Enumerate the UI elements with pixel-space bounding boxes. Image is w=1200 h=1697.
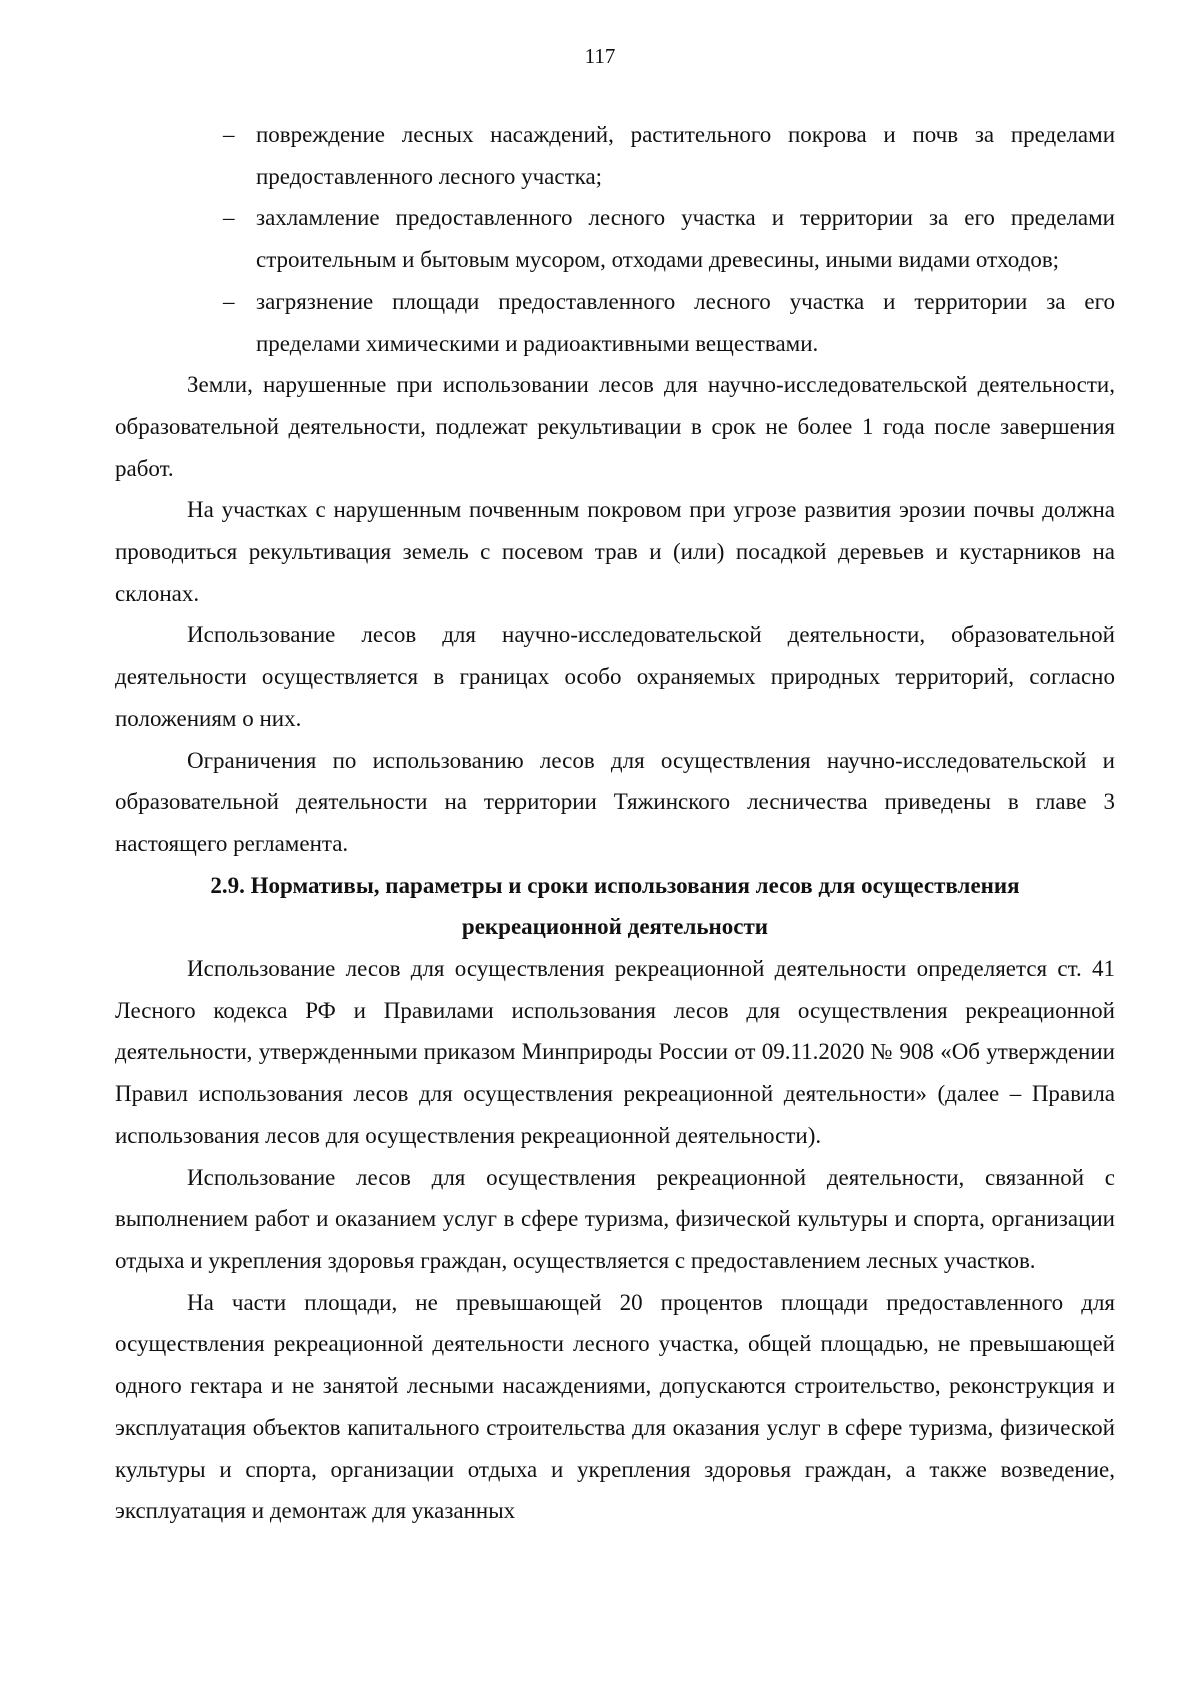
bullet-dash: – <box>223 288 235 314</box>
document-body <box>115 114 1115 1532</box>
bullet-text: загрязнение площади предоставленного лесного участка и территории за его пределами химическими и радиоактивными веществами. <box>256 288 1115 356</box>
bullet-text: захламление предоставленного лесного участка и территории за его пределами строительным и бытовым мусором, отходами древесины, иными видами отходов; <box>256 205 1115 273</box>
paragraph: Использование лесов для научно-исследовательской деятельности, образовательной деятельности осуществляется в границах особо охраняемых природных территорий, согласно положениям о них. <box>115 622 1115 731</box>
paragraph: На части площади, не превышающей 20 процентов площади предоставленного для осуществления рекреационной деятельности лесного участка, общей площадью, не превышающей одного гектара и не занятой лесными насаждениями, допускаются строительство, реконструкция и эксплуатация объектов капитального строительства для оказания услуг в сфере туризма, физической культуры и спорта, организации отдыха и укрепления здоровья граждан, а также возведение, эксплуатация и демонтаж для указанных <box>115 1289 1115 1524</box>
bullet-item <box>115 281 1115 364</box>
paragraph: Использование лесов для осуществления рекреационной деятельности определяется ст. 41 Лесного кодекса РФ и Правилами использования лесов для осуществления рекреационной деятельности, утвержденными приказом Минприроды России от 09.11.2020 № 908 «Об утверждении Правил использования лесов для осуществления рекреационной деятельности» (далее – Правила использования лесов для осуществления рекреационной деятельности). <box>115 956 1115 1148</box>
paragraph: Использование лесов для осуществления рекреационной деятельности, связанной с выполнением работ и оказанием услуг в сфере туризма, физической культуры и спорта, организации отдыха и укрепления здоровья граждан, осуществляется с предоставлением лесных участков. <box>115 1164 1115 1273</box>
paragraph: На участках с нарушенным почвенным покровом при угрозе развития эрозии почвы должна проводиться рекультивация земель с посевом трав и (или) посадкой деревьев и кустарников на склонах. <box>115 497 1115 606</box>
paragraph: Земли, нарушенные при использовании лесов для научно-исследовательской деятельности, образовательной деятельности, подлежат рекультивации в срок не более 1 года после завершения работ. <box>115 372 1115 481</box>
page-number: 117 <box>584 44 616 68</box>
bullet-text: повреждение лесных насаждений, растительного покрова и почв за пределами предоставленного лесного участка; <box>256 122 1115 189</box>
section-heading: 2.9. Нормативы, параметры и сроки использования лесов для осуществления рекреационной деятельности <box>210 872 1020 940</box>
paragraph: Ограничения по использованию лесов для осуществления научно-исследовательской и образовательной деятельности на территории Тяжинского лесничества приведены в главе 3 настоящего регламента. <box>115 747 1115 856</box>
bullet-dash: – <box>223 205 235 231</box>
bullet-dash: – <box>223 122 235 147</box>
bullet-item <box>115 114 1115 197</box>
bullet-item <box>115 197 1115 280</box>
